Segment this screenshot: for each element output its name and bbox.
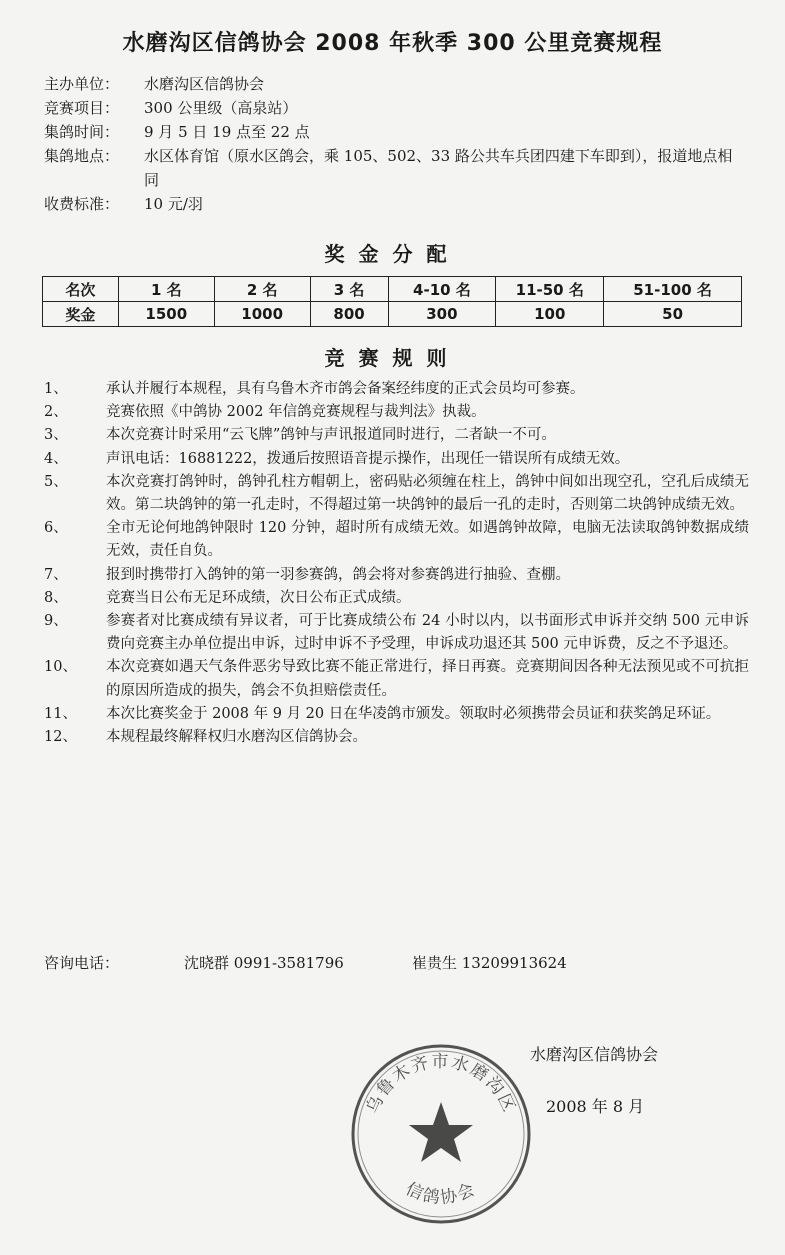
info-label: 主办单位： bbox=[44, 75, 120, 93]
list-item bbox=[44, 703, 749, 726]
table-cell: 1000 bbox=[214, 302, 310, 327]
rule-text: 本次竞赛计时采用“云飞牌”鸽钟与声讯报道同时进行，二者缺一不可。 bbox=[106, 427, 556, 444]
info-fee bbox=[44, 192, 744, 216]
info-event bbox=[44, 96, 744, 120]
rule-text: 报到时携带打入鸽钟的第一羽参赛鸽，鸽会将对参赛鸽进行抽验、查棚。 bbox=[106, 566, 570, 583]
list-item bbox=[44, 424, 749, 447]
official-seal bbox=[346, 1034, 536, 1224]
rule-text: 竞赛依照《中鸽协 2002 年信鸽竞赛规程与裁判法》执裁。 bbox=[106, 404, 486, 421]
rule-number: 6、 bbox=[44, 520, 68, 537]
contact-person-2: 崔贵生 13209913624 bbox=[412, 954, 567, 972]
table-cell: 100 bbox=[496, 302, 604, 327]
rule-number: 10、 bbox=[44, 659, 77, 676]
seal-bottom-text: 信鸽协会 bbox=[402, 1179, 480, 1209]
info-label: 收费标准： bbox=[44, 195, 120, 213]
rule-number: 5、 bbox=[44, 473, 68, 490]
rule-text: 声讯电话：16881222，拨通后按照语音提示操作，出现任一错误所有成绩无效。 bbox=[106, 450, 630, 467]
rule-text: 本次比赛奖金于 2008 年 9 月 20 日在华凌鸽市颁发。领取时必须携带会员证和获奖鸽足环证。 bbox=[106, 705, 721, 722]
table-cell: 奖金 bbox=[43, 302, 119, 327]
rule-number: 7、 bbox=[44, 566, 68, 583]
table-cell: 名次 bbox=[43, 277, 119, 302]
prize-header-row bbox=[43, 277, 742, 302]
table-cell: 11-50 名 bbox=[496, 277, 604, 302]
table-cell: 51-100 名 bbox=[604, 277, 742, 302]
rule-text: 承认并履行本规程，具有乌鲁木齐市鸽会备案经纬度的正式会员均可参赛。 bbox=[106, 381, 585, 397]
info-label: 集鸽地点： bbox=[44, 147, 120, 165]
rule-number: 8、 bbox=[44, 589, 68, 606]
table-cell: 800 bbox=[310, 302, 388, 327]
list-item bbox=[44, 401, 749, 424]
info-value: 300 公里级（高泉站） bbox=[144, 99, 298, 117]
table-cell: 1 名 bbox=[118, 277, 214, 302]
info-organizer bbox=[44, 72, 744, 96]
list-item bbox=[44, 378, 749, 401]
table-cell: 300 bbox=[388, 302, 496, 327]
rule-number: 2、 bbox=[44, 404, 68, 421]
info-collection-place bbox=[44, 144, 744, 192]
info-value: 10 元/羽 bbox=[144, 195, 203, 213]
list-item bbox=[44, 587, 749, 610]
list-item bbox=[44, 564, 749, 587]
prize-section-title: 奖金分配 bbox=[324, 242, 461, 266]
list-item bbox=[44, 517, 749, 563]
contact-person-1: 沈晓群 0991-3581796 bbox=[184, 954, 344, 972]
list-item bbox=[44, 656, 749, 702]
table-cell: 1500 bbox=[118, 302, 214, 327]
rule-number: 4、 bbox=[44, 450, 68, 467]
star-icon bbox=[409, 1102, 473, 1162]
rules-list bbox=[44, 378, 749, 749]
rule-text: 全市无论何地鸽钟限时 120 分钟，超时所有成绩无效。如遇鸽钟故障，电脑无法读取鸽钟数据成绩无效，责任自负。 bbox=[106, 520, 749, 560]
list-item bbox=[44, 610, 749, 656]
svg-text:信鸽协会 bbox=[403, 1179, 480, 1208]
list-item bbox=[44, 448, 749, 471]
list-item bbox=[44, 471, 749, 517]
rule-text: 本次竞赛打鸽钟时，鸽钟孔柱方帽朝上，密码贴必须缠在柱上，鸽钟中间如出现空孔，空孔后成绩无效。第二块鸽钟的第一孔走时，不得超过第一块鸽钟的最后一孔的走时，否则第二块鸽钟成绩无效。 bbox=[106, 473, 749, 514]
table-cell: 3 名 bbox=[310, 277, 388, 302]
rule-text: 参赛者对比赛成绩有异议者，可于比赛成绩公布 24 小时以内，以书面形式申诉并交纳 500 元申诉费向竞赛主办单位提出申诉，过时申诉不予受理，申诉成功退还其 500 元申诉费，反之不予退还。 bbox=[106, 613, 749, 653]
prize-amount-row bbox=[43, 302, 742, 327]
event-info bbox=[44, 72, 744, 216]
issuer-name: 水磨沟区信鸽协会 bbox=[530, 1045, 659, 1064]
rule-number: 9、 bbox=[44, 613, 68, 630]
rules-section-title: 竞赛规则 bbox=[324, 346, 461, 370]
document-title: 水磨沟区信鸽协会 2008 年秋季 300 公里竞赛规程 bbox=[122, 31, 663, 56]
rule-number: 12、 bbox=[44, 729, 77, 746]
rule-number: 1、 bbox=[44, 381, 68, 397]
rule-number: 11、 bbox=[44, 705, 77, 722]
info-value: 水区体育馆（原水区鸽会，乘 105、502、33 路公共车兵团四建下车即到），报道地点相同 bbox=[144, 147, 733, 189]
rule-number: 3、 bbox=[44, 427, 68, 444]
info-collection-time bbox=[44, 120, 744, 144]
rule-text: 竞赛当日公布无足环成绩，次日公布正式成绩。 bbox=[106, 589, 411, 606]
rule-text: 本次竞赛如遇天气条件恶劣导致比赛不能正常进行，择日再赛。竞赛期间因各种无法预见或不可抗拒的原因所造成的损失，鸽会不负担赔偿责任。 bbox=[106, 659, 749, 699]
seal-top-text: 乌鲁木齐市水磨沟区 bbox=[362, 1052, 520, 1117]
table-cell: 2 名 bbox=[214, 277, 310, 302]
table-cell: 50 bbox=[604, 302, 742, 327]
info-value: 9 月 5 日 19 点至 22 点 bbox=[144, 123, 310, 141]
contact-line bbox=[44, 952, 567, 973]
list-item bbox=[44, 726, 749, 749]
info-value: 水磨沟区信鸽协会 bbox=[144, 75, 265, 93]
info-label: 集鸽时间： bbox=[44, 123, 120, 141]
contact-label: 咨询电话： bbox=[44, 954, 120, 972]
issue-date: 2008 年 8 月 bbox=[546, 1097, 645, 1116]
table-cell: 4-10 名 bbox=[388, 277, 496, 302]
rule-text: 本规程最终解释权归水磨沟区信鸽协会。 bbox=[106, 729, 367, 746]
info-label: 竞赛项目： bbox=[44, 99, 120, 117]
prize-table bbox=[42, 276, 742, 327]
